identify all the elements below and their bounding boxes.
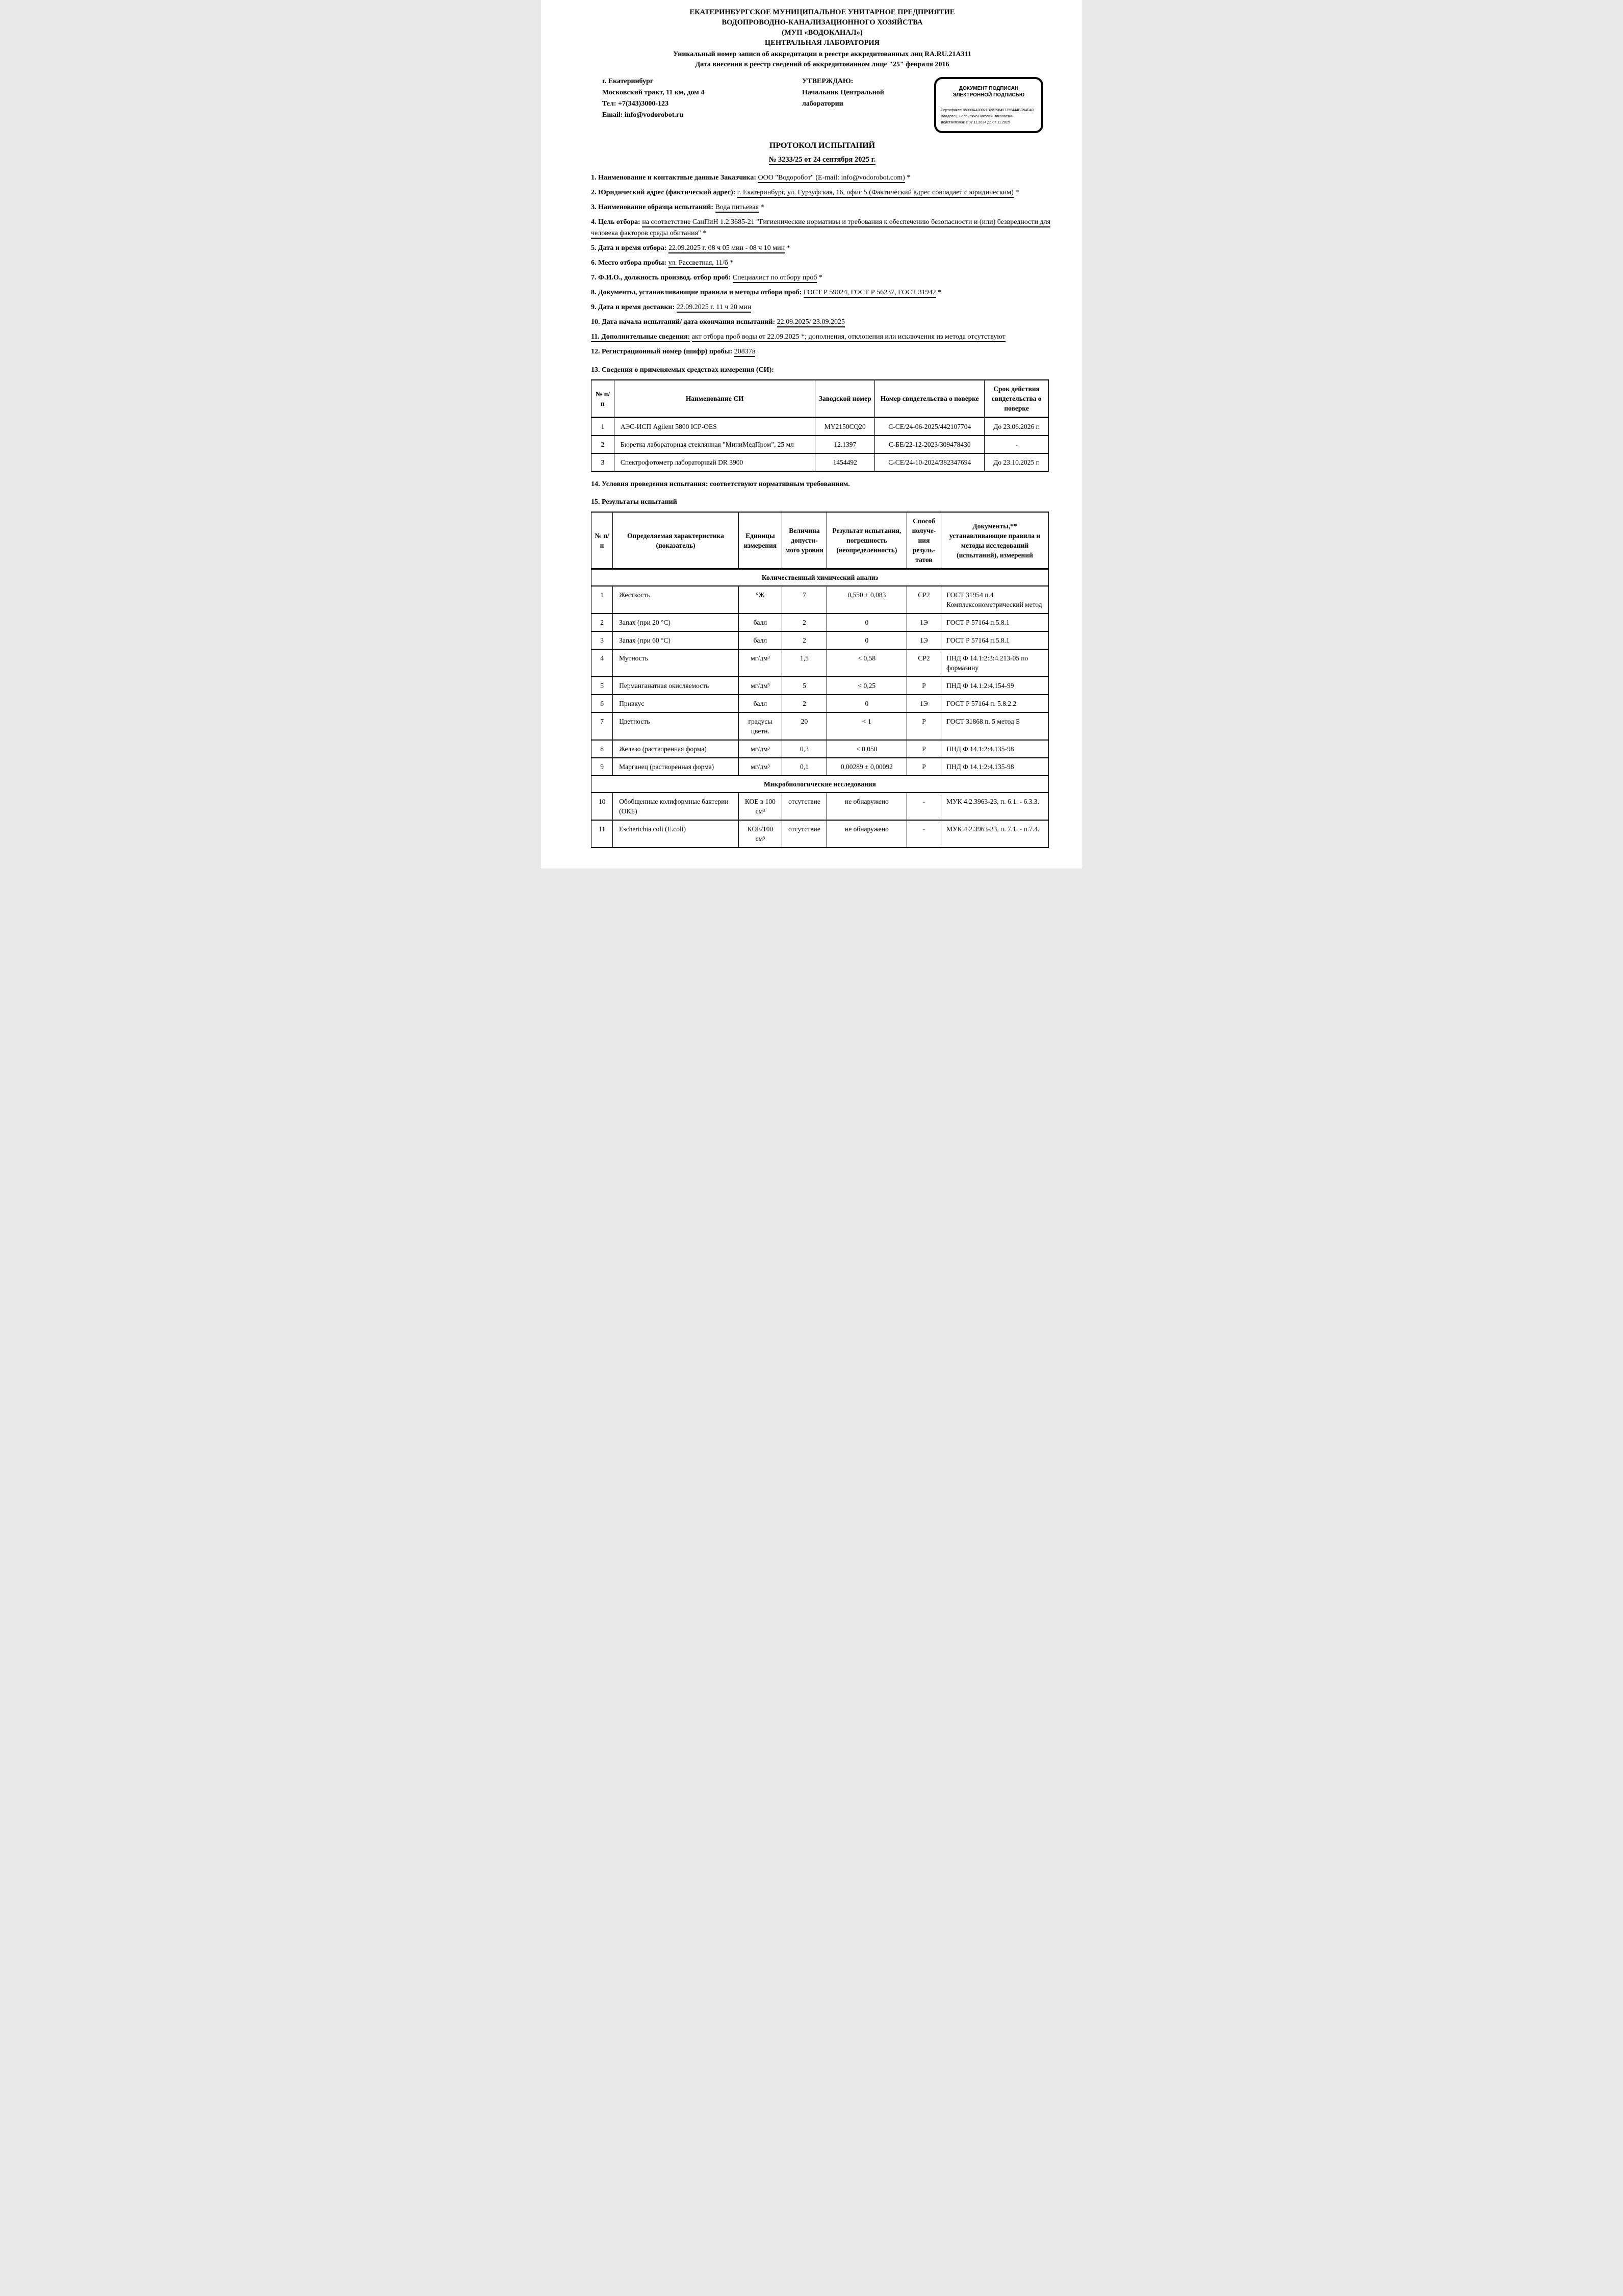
stamp-owner: Владелец: Белоножко Николай Николаевич <box>941 115 1014 118</box>
table-cell: отсутствие <box>782 793 827 820</box>
item-6-footnote-mark: * <box>728 259 734 267</box>
table-cell: Бюретка лабораторная стеклянная "МиниМедПром", 25 мл <box>614 436 815 453</box>
table-cell: < 0,050 <box>827 740 907 758</box>
table-cell: КОЕ в 100 см³ <box>738 793 782 820</box>
table-cell: градусы цветн. <box>738 712 782 740</box>
table-cell: ГОСТ 31954 п.4 Комплексонометрический метод <box>941 586 1049 614</box>
res-header-characteristic: Определяемая характеристика (показатель) <box>613 512 739 569</box>
table-cell: 1 <box>591 418 614 436</box>
res-header-method-code: Способ получения результатов <box>907 512 941 569</box>
section-15-heading: 15. Результаты испытаний <box>591 498 677 506</box>
results-table-header-row <box>591 512 1049 569</box>
res-header-num: № п/п <box>591 512 613 569</box>
table-cell: балл <box>738 695 782 712</box>
table-cell: < 0,58 <box>827 649 907 677</box>
numbered-item-9 <box>591 302 1053 313</box>
table-cell: Марганец (растворенная форма) <box>613 758 739 776</box>
table-cell: 10 <box>591 793 613 820</box>
accreditation-block <box>591 49 1053 70</box>
results-micro-body <box>591 776 1049 848</box>
accreditation-number-line: Уникальный номер записи об аккредитации в реестре аккредитованных лиц RA.RU.21А311 <box>673 50 971 58</box>
numbered-item-3 <box>591 202 1053 213</box>
numbered-item-6 <box>591 258 1053 269</box>
table-row <box>591 418 1049 436</box>
item-3-value: Вода питьевая <box>715 203 759 213</box>
table-cell: Привкус <box>613 695 739 712</box>
results-chemical-body <box>591 569 1049 776</box>
si-header-certificate: Номер свидетельства о поверке <box>875 380 985 418</box>
table-cell: 0 <box>827 631 907 649</box>
table-row <box>591 695 1049 712</box>
table-cell: 0,3 <box>782 740 827 758</box>
accreditation-date-line: Дата внесения в реестр сведений об аккредитованном лице "25" февраля 2016 <box>695 61 949 68</box>
table-cell: 2 <box>591 614 613 631</box>
table-cell: ПНД Ф 14.1:2:4.135-98 <box>941 740 1049 758</box>
protocol-number <box>591 156 1053 164</box>
item-7-label: 7. Ф.И.О., должность производ. отбор проб: <box>591 274 731 282</box>
table-cell: 7 <box>591 712 613 740</box>
table-cell: мг/дм³ <box>738 649 782 677</box>
table-cell: 8 <box>591 740 613 758</box>
table-cell: 1 <box>591 586 613 614</box>
item-11-value: акт отбора проб воды от 22.09.2025 *; дополнения, отклонения или исключения из метода отсутствуют <box>692 333 1006 342</box>
item-2-footnote-mark: * <box>1013 189 1019 196</box>
table-cell: 12.1397 <box>815 436 875 453</box>
contact-city: г. Екатеринбург <box>602 78 654 85</box>
org-name-line-3: (МУП «ВОДОКАНАЛ») <box>782 29 863 37</box>
table-row <box>591 677 1049 695</box>
item-3-label: 3. Наименование образца испытаний: <box>591 203 713 211</box>
table-cell: мг/дм³ <box>738 677 782 695</box>
table-cell: не обнаружено <box>827 820 907 848</box>
numbered-item-10 <box>591 317 1053 328</box>
table-cell: - <box>907 793 941 820</box>
table-row <box>591 586 1049 614</box>
item-6-value: ул. Рассветная, 11/б <box>668 259 728 268</box>
item-9-value: 22.09.2025 г. 11 ч 20 мин <box>677 303 752 313</box>
numbered-item-1 <box>591 172 1053 184</box>
org-name-line-1: ЕКАТЕРИНБУРГСКОЕ МУНИЦИПАЛЬНОЕ УНИТАРНОЕ ПРЕДПРИЯТИЕ <box>689 8 955 16</box>
res-header-documents: Документы,** устанавливающие правила и методы исследований (испытаний), измерений <box>941 512 1049 569</box>
table-row <box>591 820 1049 848</box>
item-4-footnote-mark: * <box>701 229 707 237</box>
item-12-value: 20837в <box>734 348 756 357</box>
table-cell: 0,00289 ± 0,00092 <box>827 758 907 776</box>
contact-address: Московский тракт, 11 км, дом 4 <box>602 89 705 96</box>
si-table-body <box>591 418 1049 472</box>
table-cell: 3 <box>591 453 614 471</box>
table-cell: °Ж <box>738 586 782 614</box>
protocol-title: ПРОТОКОЛ ИСПЫТАНИЙ <box>769 141 875 150</box>
item-2-value: г. Екатеринбург, ул. Гурзуфская, 16, офис 5 (Фактический адрес совпадает с юридическим) <box>737 189 1014 198</box>
table-cell: ГОСТ 31868 п. 5 метод Б <box>941 712 1049 740</box>
item-7-value: Специалист по отбору проб <box>733 274 817 283</box>
stamp-certificate: Сертификат: 05999AA00021B2B298497755444BC54D40 <box>941 109 1034 112</box>
table-cell: Запах (при 20 °С) <box>613 614 739 631</box>
approval-label: УТВЕРЖДАЮ: <box>802 78 854 85</box>
table-cell: 0,1 <box>782 758 827 776</box>
table-cell: Железо (растворенная форма) <box>613 740 739 758</box>
item-8-footnote-mark: * <box>936 289 942 296</box>
table-row <box>591 631 1049 649</box>
results-table <box>591 512 1049 848</box>
table-cell: ГОСТ Р 57164 п.5.8.1 <box>941 631 1049 649</box>
res-header-result: Результат испытания, погрешность (неопределенность) <box>827 512 907 569</box>
letterhead <box>591 7 1053 48</box>
table-cell: 1Э <box>907 695 941 712</box>
numbered-item-2 <box>591 187 1053 198</box>
section-row-micro <box>591 776 1049 793</box>
table-cell: С-СЕ/24-06-2025/442107704 <box>875 418 985 436</box>
numbered-item-12 <box>591 346 1053 358</box>
table-cell: До 23.06.2026 г. <box>985 418 1049 436</box>
stamp-details <box>941 108 1037 126</box>
table-cell: балл <box>738 614 782 631</box>
item-5-label: 5. Дата и время отбора: <box>591 244 667 252</box>
table-row <box>591 793 1049 820</box>
item-4-value: на соответствие СанПиН 1.2.3685-21 "Гигиенические нормативы и требования к обеспечению безопасности и (или) безвредности для человека факторов среды обитания" <box>591 218 1050 239</box>
si-header-serial: Заводской номер <box>815 380 875 418</box>
table-cell: 0 <box>827 614 907 631</box>
protocol-document <box>541 0 1082 869</box>
table-cell: Р <box>907 677 941 695</box>
table-cell: ПНД Ф 14.1:2:4.135-98 <box>941 758 1049 776</box>
table-row <box>591 453 1049 471</box>
contact-email: Email: info@vodorobot.ru <box>602 111 683 119</box>
table-cell: 7 <box>782 586 827 614</box>
table-cell: С-БЕ/22-12-2023/309478430 <box>875 436 985 453</box>
info-row <box>591 76 1053 133</box>
table-row <box>591 740 1049 758</box>
protocol-number-text: № 3233/25 от 24 сентября 2025 г. <box>769 156 875 165</box>
section-row-chemical <box>591 569 1049 586</box>
table-cell: отсутствие <box>782 820 827 848</box>
table-cell: 5 <box>591 677 613 695</box>
item-11-label: 11. Дополнительные сведения: <box>591 333 690 342</box>
table-cell: Р <box>907 740 941 758</box>
table-cell: ПНД Ф 14.1:2:4.154-99 <box>941 677 1049 695</box>
stamp-title-line-2: ЭЛЕКТРОННОЙ ПОДПИСЬЮ <box>952 92 1025 98</box>
table-cell: 9 <box>591 758 613 776</box>
table-row <box>591 758 1049 776</box>
si-table-header-row <box>591 380 1049 418</box>
table-cell: ГОСТ Р 57164 п.5.8.1 <box>941 614 1049 631</box>
item-9-label: 9. Дата и время доставки: <box>591 303 675 311</box>
table-cell: 1Э <box>907 614 941 631</box>
table-cell: 3 <box>591 631 613 649</box>
org-name-line-2: ВОДОПРОВОДНО-КАНАЛИЗАЦИОННОГО ХОЗЯЙСТВА <box>722 18 923 27</box>
table-cell: Escherichia coli (E.coli) <box>613 820 739 848</box>
table-cell: Цветность <box>613 712 739 740</box>
table-cell: 0,550 ± 0,083 <box>827 586 907 614</box>
item-8-value: ГОСТ Р 59024, ГОСТ Р 56237, ГОСТ 31942 <box>804 289 936 298</box>
table-row <box>591 614 1049 631</box>
item-2-label: 2. Юридический адрес (фактический адрес): <box>591 189 736 196</box>
table-cell: 1Э <box>907 631 941 649</box>
approval-position: Начальник Центральной лаборатории <box>802 89 884 108</box>
table-row <box>591 649 1049 677</box>
contacts-block <box>602 76 755 121</box>
table-row <box>591 712 1049 740</box>
table-cell: не обнаружено <box>827 793 907 820</box>
table-cell: КОЕ/100 см³ <box>738 820 782 848</box>
table-cell: балл <box>738 631 782 649</box>
item-8-label: 8. Документы, устанавливающие правила и методы отбора проб: <box>591 289 802 296</box>
table-cell: 2 <box>782 631 827 649</box>
table-cell: < 0,25 <box>827 677 907 695</box>
table-cell: < 1 <box>827 712 907 740</box>
table-cell: 11 <box>591 820 613 848</box>
results-table-header <box>591 512 1049 569</box>
si-header-num: № п/п <box>591 380 614 418</box>
item-4-label: 4. Цель отбора: <box>591 218 640 226</box>
si-table-header <box>591 380 1049 418</box>
table-cell: Спектрофотометр лабораторный DR 3900 <box>614 453 815 471</box>
item-5-footnote-mark: * <box>785 244 790 252</box>
table-cell: Перманганатная окисляемость <box>613 677 739 695</box>
table-cell: Р <box>907 712 941 740</box>
table-cell: АЭС-ИСП Agilent 5800 ICP-OES <box>614 418 815 436</box>
section-14-text: 14. Условия проведения испытания: соответствуют нормативным требованиям. <box>591 480 850 488</box>
table-cell: MY2150CQ20 <box>815 418 875 436</box>
item-1-footnote-mark: * <box>905 174 911 182</box>
table-cell: До 23.10.2025 г. <box>985 453 1049 471</box>
table-cell: С-СЕ/24-10-2024/382347694 <box>875 453 985 471</box>
stamp-title-line-1: ДОКУМЕНТ ПОДПИСАН <box>959 86 1019 91</box>
table-cell: 2 <box>591 436 614 453</box>
org-name-line-4: ЦЕНТРАЛЬНАЯ ЛАБОРАТОРИЯ <box>764 39 880 47</box>
contact-phone: Тел: +7(343)3000-123 <box>602 100 668 108</box>
table-cell: ГОСТ Р 57164 п. 5.8.2.2 <box>941 695 1049 712</box>
table-cell: 2 <box>782 695 827 712</box>
table-row <box>591 436 1049 453</box>
numbered-item-11 <box>591 331 1053 343</box>
item-10-label: 10. Дата начала испытаний/ дата окончания испытаний: <box>591 318 776 326</box>
si-table <box>591 379 1049 472</box>
res-header-units: Единицы измерения <box>738 512 782 569</box>
numbered-item-8 <box>591 287 1053 298</box>
stamp-validity: Действителен: с 07.11.2024 до 07.11.2025 <box>941 121 1010 124</box>
numbered-item-4 <box>591 217 1053 239</box>
table-cell: 5 <box>782 677 827 695</box>
numbered-item-5 <box>591 243 1053 254</box>
item-1-value: ООО "Водоробот" (E-mail: info@vodorobot.com) <box>758 174 905 183</box>
table-cell: 2 <box>782 614 827 631</box>
table-cell: Р <box>907 758 941 776</box>
table-cell: 20 <box>782 712 827 740</box>
item-5-value: 22.09.2025 г. 08 ч 05 мин - 08 ч 10 мин <box>668 244 785 253</box>
table-cell: 4 <box>591 649 613 677</box>
signature-stamp <box>934 77 1043 133</box>
table-cell: - <box>985 436 1049 453</box>
table-cell: - <box>907 820 941 848</box>
table-cell: Обобщенные колиформные бактерии (ОКБ) <box>613 793 739 820</box>
item-7-footnote-mark: * <box>817 274 822 282</box>
table-cell: 1,5 <box>782 649 827 677</box>
approval-block <box>802 76 890 110</box>
table-cell: МУК 4.2.3963-23, п. 6.1. - 6.3.3. <box>941 793 1049 820</box>
section-13-heading: 13. Сведения о применяемых средствах измерения (СИ): <box>591 366 774 374</box>
item-3-footnote-mark: * <box>759 203 764 211</box>
si-header-name: Наименование СИ <box>614 380 815 418</box>
res-header-limit: Величина допустимого уровня <box>782 512 827 569</box>
section-row-micro-label: Микробиологические исследования <box>591 776 1049 793</box>
table-cell: мг/дм³ <box>738 740 782 758</box>
table-cell: 0 <box>827 695 907 712</box>
section-row-chemical-label: Количественный химический анализ <box>591 569 1049 586</box>
si-header-validity: Срок действия свидетельства о поверке <box>985 380 1049 418</box>
table-cell: Жесткость <box>613 586 739 614</box>
table-cell: СР2 <box>907 649 941 677</box>
item-1-label: 1. Наименование и контактные данные Заказчика: <box>591 174 756 182</box>
table-cell: ПНД Ф 14.1:2:3:4.213-05 по формазину <box>941 649 1049 677</box>
table-cell: Запах (при 60 °С) <box>613 631 739 649</box>
table-cell: МУК 4.2.3963-23, п. 7.1. - п.7.4. <box>941 820 1049 848</box>
table-cell: Мутность <box>613 649 739 677</box>
item-12-label: 12. Регистрационный номер (шифр) пробы: <box>591 348 733 355</box>
table-cell: 6 <box>591 695 613 712</box>
table-cell: 1454492 <box>815 453 875 471</box>
stamp-title <box>941 85 1037 98</box>
table-cell: мг/дм³ <box>738 758 782 776</box>
table-cell: СР2 <box>907 586 941 614</box>
item-6-label: 6. Место отбора пробы: <box>591 259 667 267</box>
numbered-item-7 <box>591 272 1053 284</box>
item-10-value: 22.09.2025/ 23.09.2025 <box>777 318 845 327</box>
